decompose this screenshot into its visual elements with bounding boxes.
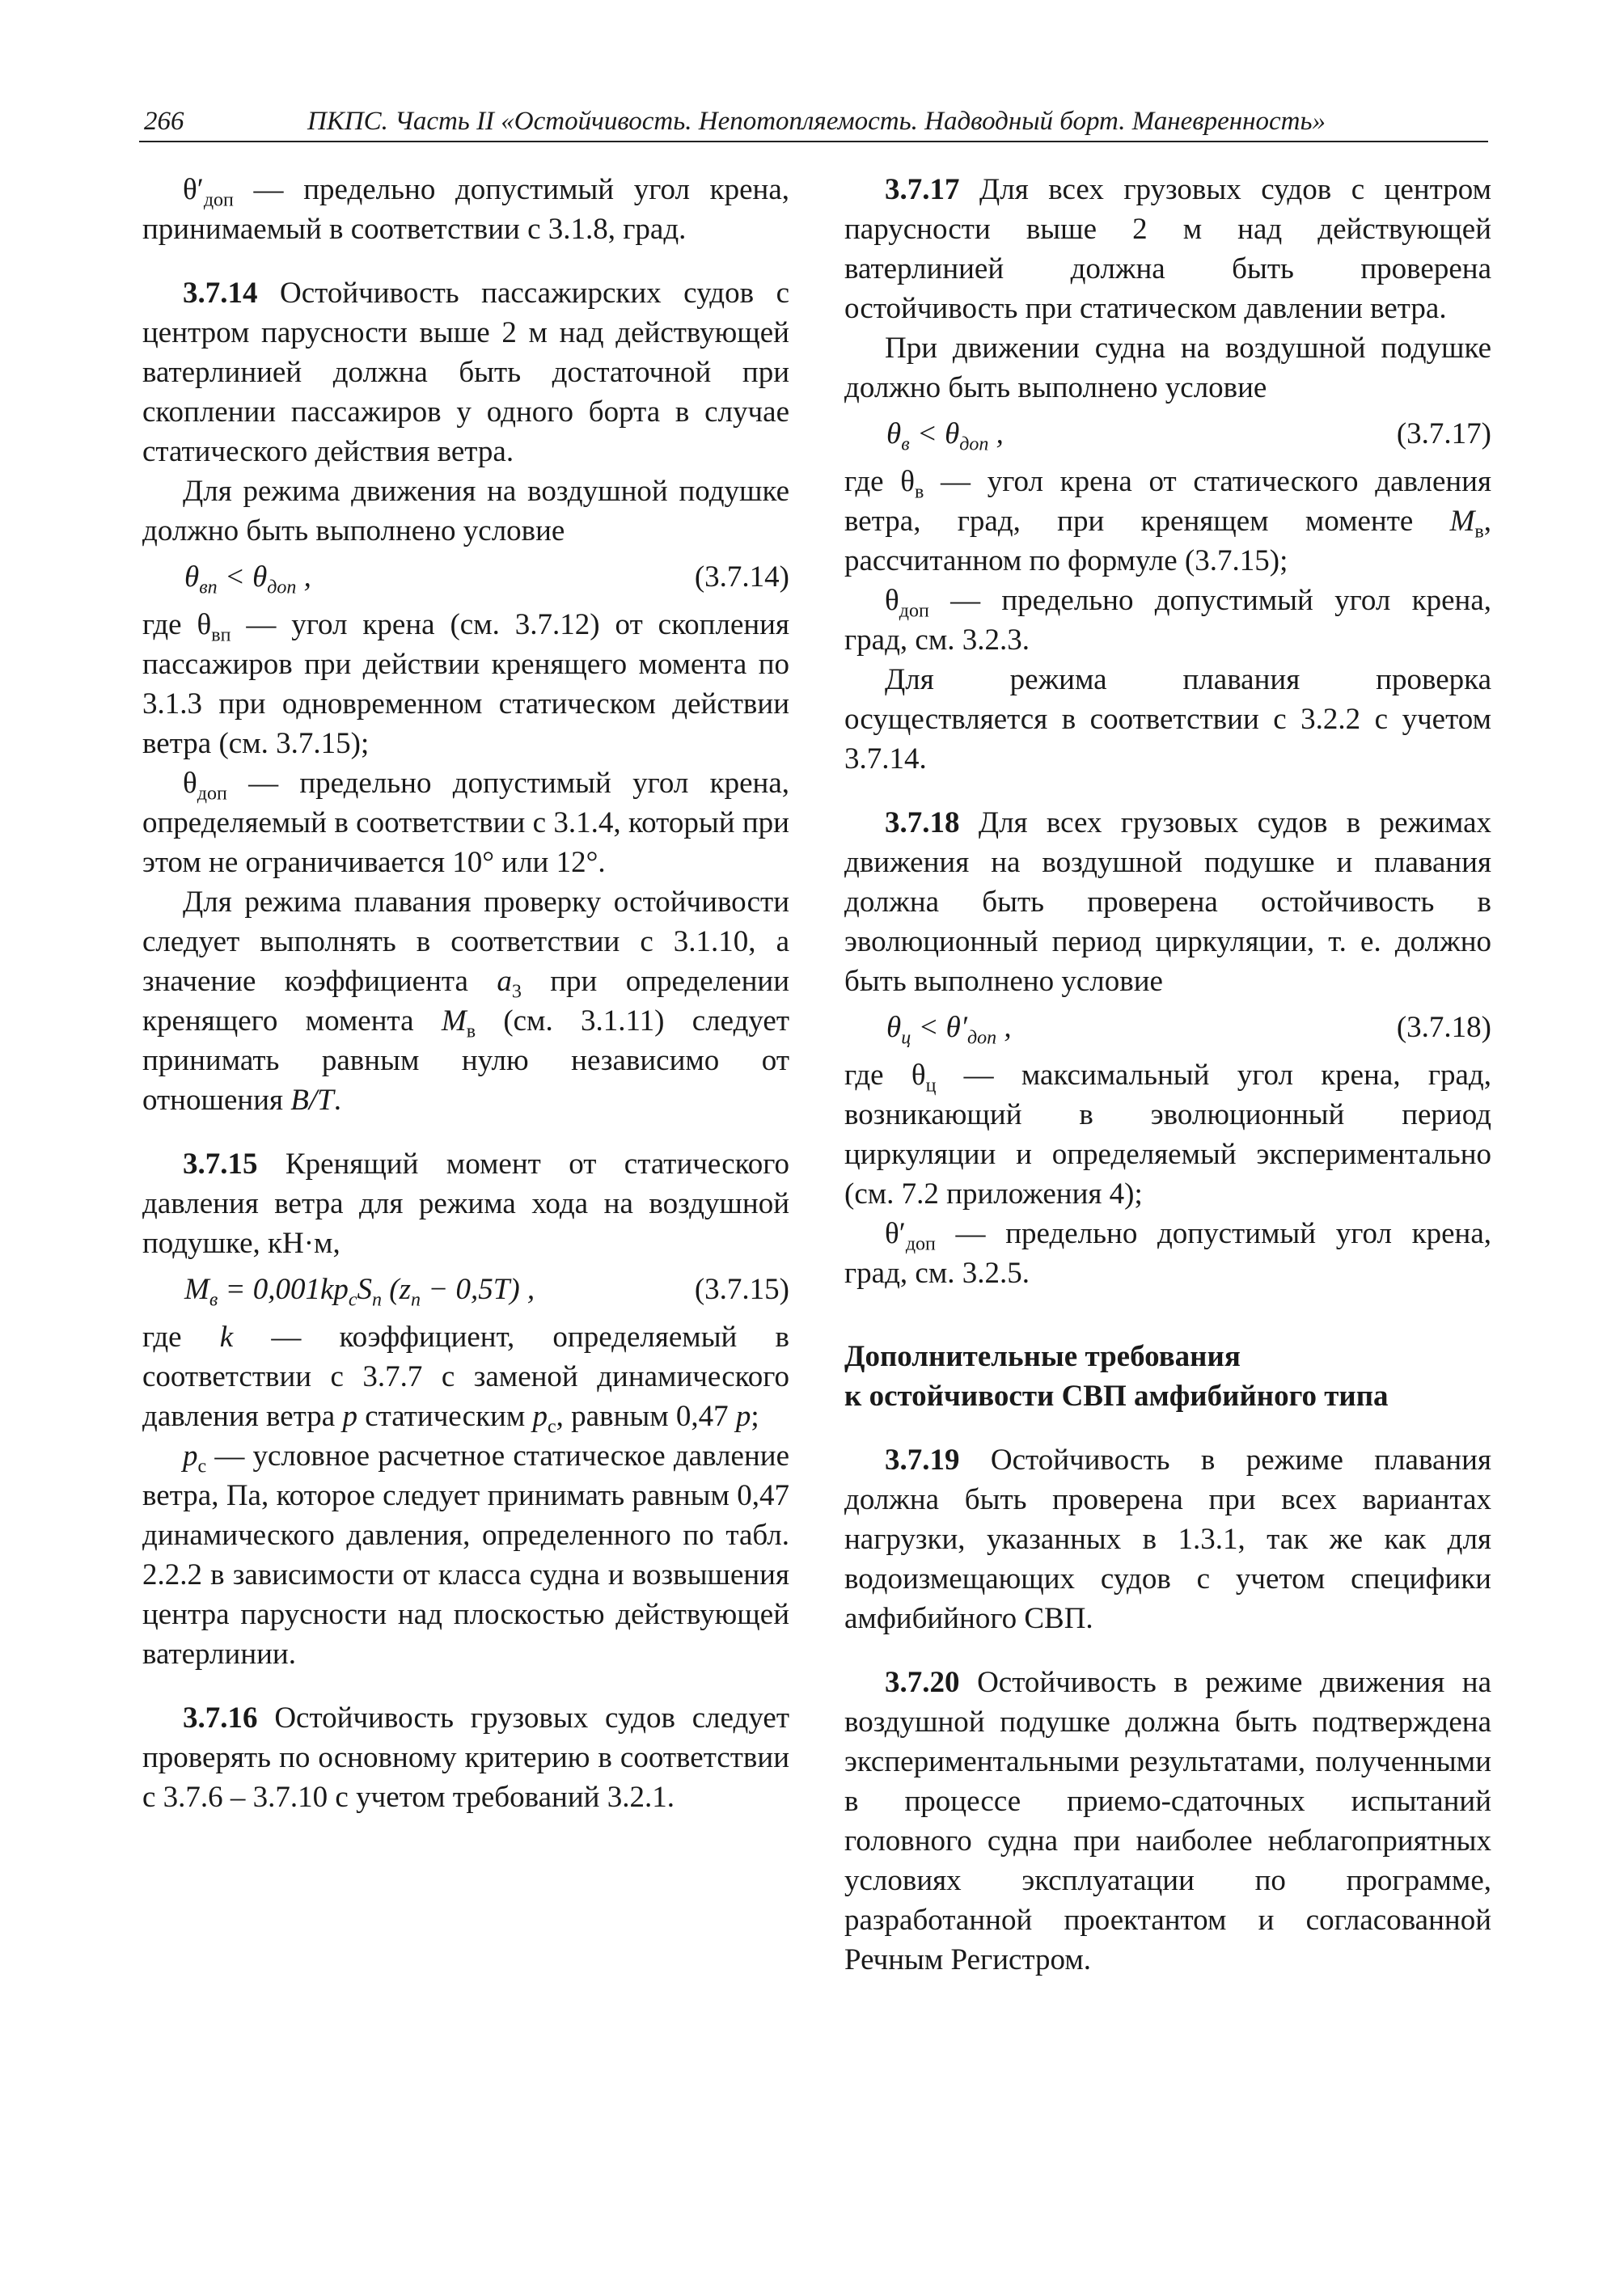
definition-k: где k — коэффициент, определяемый в соответствии с 3.7.7 с заменой динамического давления ветра p статическим $p_с$, равным 0,47 p;: [142, 1321, 789, 1438]
section-3-7-14: 3.7.14 Остойчивость пассажирских судов с центром парусности выше 2 м над действующей ватерлинией должна быть достаточной при скоплении пассажиров у одного борта в случае статического действия ветра.: [142, 277, 789, 468]
section-number: 3.7.17: [885, 173, 960, 206]
paragraph-swim-check: Для режима плавания проверка осуществляется в соответствии с 3.2.2 с учетом 3.7.14.: [844, 663, 1491, 776]
section-3-7-18: 3.7.18 Для всех грузовых судов в режимах движения на воздушной подушке и плавания должна быть проверена остойчивость в эволюционный период циркуляции, т. е. должно быть выполнено условие: [844, 806, 1491, 998]
definition-theta-c: где $\theta_ц$ — максимальный угол крена, град, возникающий в эволюционный период циркуляции и определяемый экспериментально (см. 7.2 приложения 4);: [844, 1059, 1491, 1211]
paragraph-move-condition: При движении судна на воздушной подушке должно быть выполнено условие: [844, 332, 1491, 404]
equation-number: (3.7.14): [694, 560, 789, 594]
formula-3-7-18: $\theta_ц < \theta'_{доп}$ , (3.7.18): [844, 1008, 1491, 1047]
paragraph-swim-mode: Для режима плавания проверку остойчивости следует выполнять в соответствии с 3.1.10, а значение коэффициента $a_3$ при определении кренящего момента $M_в$ (см. 3.1.11) следует принимать равным нулю независимо от отношения B/T.: [142, 886, 789, 1117]
section-3-7-19: 3.7.19 Остойчивость в режиме плавания должна быть проверена при всех вариантах нагрузки, указанных в 1.3.1, так же как для водоизмещающих судов с учетом специфики амфибийного СВП.: [844, 1443, 1491, 1635]
definition-theta-dop-prime: $\theta'_{доп}$ — предельно допустимый угол крена, принимаемый в соответствии с 3.1.8, град.: [142, 173, 789, 246]
definition-theta-vp: где $\theta_{вп}$ — угол крена (см. 3.7.12) от скопления пассажиров при действии кренящего момента по 3.1.3 при одновременном статическом действии ветра (см. 3.7.15);: [142, 608, 789, 760]
section-number: 3.7.20: [885, 1666, 960, 1699]
section-number: 3.7.19: [885, 1443, 960, 1477]
definition-theta-dop-3: $\theta'_{доп}$ — предельно допустимый угол крена, град, см. 3.2.5.: [844, 1217, 1491, 1290]
paragraph-mode-condition: Для режима движения на воздушной подушке должно быть выполнено условие: [142, 475, 789, 547]
page-number: 266: [144, 107, 184, 136]
section-3-7-17: 3.7.17 Для всех грузовых судов с центром парусности выше 2 м над действующей ватерлинией должна быть проверена остойчивость при статическом давлении ветра.: [844, 173, 1491, 325]
equation-number: (3.7.17): [1396, 417, 1491, 450]
section-number: 3.7.18: [885, 806, 960, 839]
formula-3-7-14: $\theta_{вп} < \theta_{доп}$ , (3.7.14): [142, 557, 789, 597]
running-header: [139, 104, 1488, 142]
section-3-7-15: 3.7.15 Кренящий момент от статического давления ветра для режима хода на воздушной подушке, кН·м,: [142, 1148, 789, 1260]
formula-3-7-15: $M_в = 0,001kp_сS_п$ $(z_п - 0,5T)$ , (3.7.15): [142, 1270, 789, 1309]
section-number: 3.7.15: [183, 1148, 258, 1181]
equation-number: (3.7.15): [694, 1273, 789, 1306]
section-number: 3.7.16: [183, 1701, 258, 1735]
right-column: [844, 170, 1491, 1980]
running-title: ПКПС. Часть II «Остойчивость. Непотопляемость. Надводный борт. Маневренность»: [307, 107, 1326, 136]
formula-3-7-17: $\theta_в < \theta_{доп}$ , (3.7.17): [844, 414, 1491, 454]
definition-pc: $p_с$ — условное расчетное статическое давление ветра, Па, которое следует принимать равным 0,47 динамического давления, определенного по табл. 2.2.2 в зависимости от класса судна и возвышения центра парусности над плоскостью действующей ватерлинии.: [142, 1439, 789, 1671]
definition-theta-v: где $\theta_в$ — угол крена от статического давления ветра, град, при кренящем моменте $M_в$, рассчитанном по формуле (3.7.15);: [844, 465, 1491, 577]
left-column: [142, 170, 789, 1817]
section-3-7-20: 3.7.20 Остойчивость в режиме движения на воздушной подушке должна быть подтверждена экспериментальными результатами, полученными в процессе приемо-сдаточных испытаний головного судна при наиболее неблагоприятных условиях эксплуатации по программе, разработанной проектантом и согласованной Речным Регистром.: [844, 1666, 1491, 1976]
subsection-heading: Дополнительные требования к остойчивости СВП амфибийного типа: [844, 1340, 1389, 1413]
definition-theta-dop-2: $\theta_{доп}$ — предельно допустимый угол крена, град, см. 3.2.3.: [844, 584, 1491, 657]
section-3-7-16: 3.7.16 Остойчивость грузовых судов следует проверять по основному критерию в соответствии с 3.7.6 – 3.7.10 с учетом требований 3.2.1.: [142, 1701, 789, 1814]
section-number: 3.7.14: [183, 277, 258, 310]
definition-theta-dop: $\theta_{доп}$ — предельно допустимый угол крена, определяемый в соответствии с 3.1.4, который при этом не ограничивается 10° или 12°.: [142, 767, 789, 879]
equation-number: (3.7.18): [1396, 1011, 1491, 1044]
